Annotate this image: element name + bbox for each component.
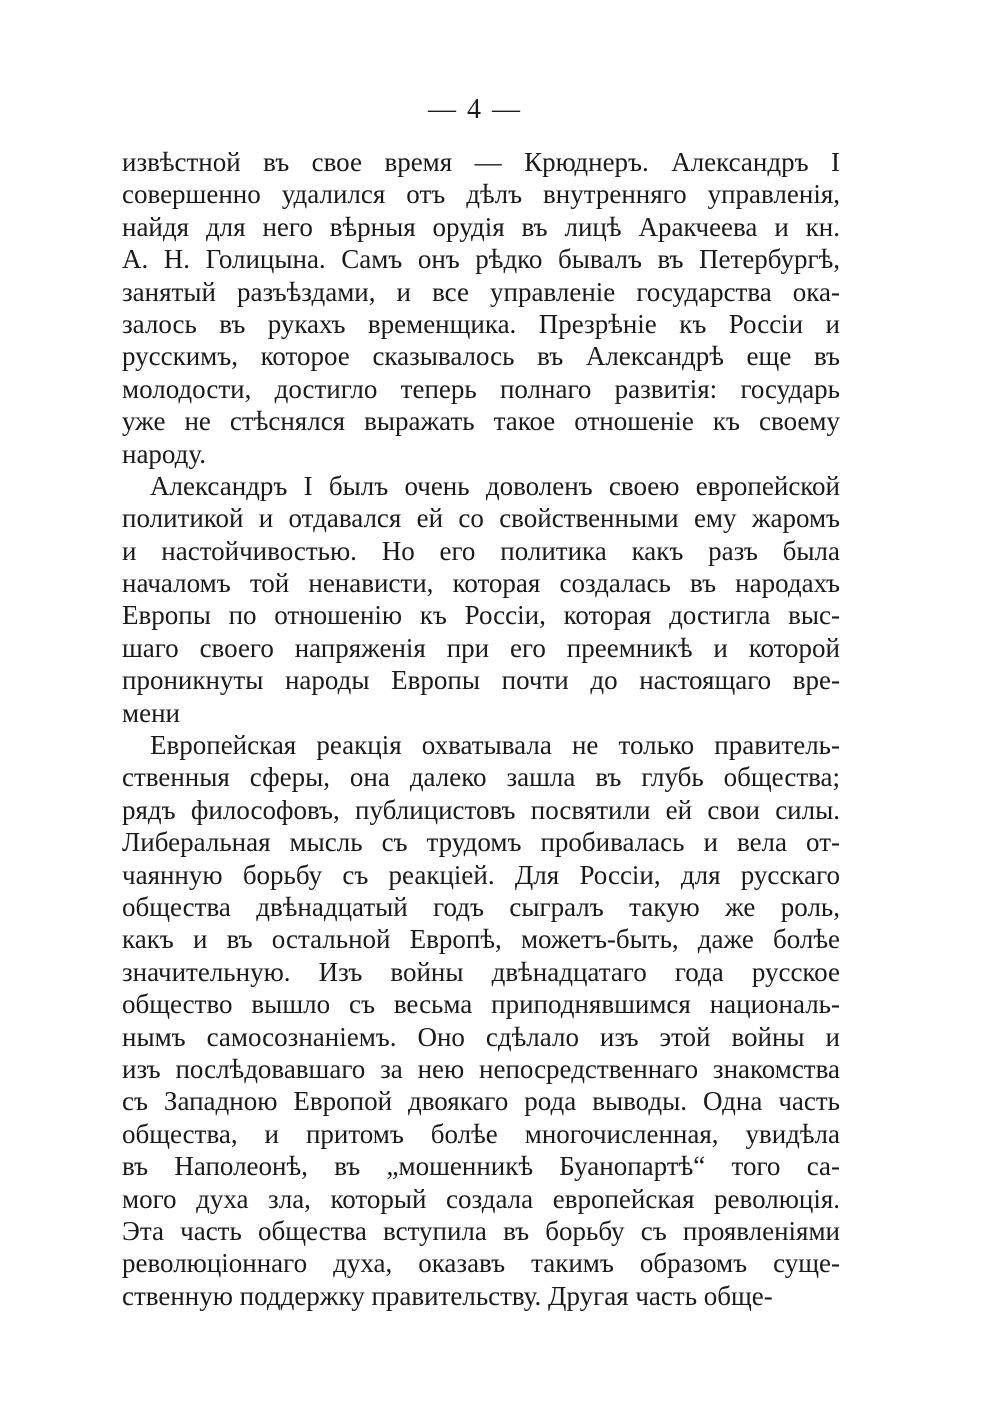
text-line: чаянную борьбу съ реакціей. Для Россіи, для русскаго (122, 859, 840, 890)
text-line: занятый разъѣздами, и все управленіе государства ока- (122, 276, 840, 307)
text-line: политикой и отдавался ей со свойственными ему жаромъ (122, 503, 840, 534)
text-line: русскимъ, которое сказывалось въ Александрѣ еще въ (122, 341, 840, 372)
text-line: Либеральная мысль съ трудомъ пробивалась и вела от- (122, 827, 840, 858)
page-number: — 4 — (428, 94, 522, 125)
text-line: Эта часть общества вступила въ борьбу съ проявленіями (122, 1215, 840, 1246)
text-line: народу. (122, 438, 206, 469)
text-line: проникнуты народы Европы почти до настоящаго вре- (122, 665, 840, 696)
text-line: ственныя сферы, она далеко зашла въ глубь общества; (122, 762, 840, 793)
paragraph (122, 146, 840, 470)
text-line: молодости, достигло теперь полнаго развитія: государь (122, 373, 840, 404)
text-line: общество вышло съ весьма приподнявшимся националь- (122, 989, 840, 1020)
text-line: ственную поддержку правительству. Другая часть обще- (122, 1280, 773, 1311)
text-line: Европейская реакція охватывала не только правитель- (150, 730, 840, 761)
paragraph (122, 470, 840, 729)
text-line: совершенно удалился отъ дѣлъ внутренняго управленія, (122, 179, 840, 210)
text-line: извѣстной въ свое время — Крюднеръ. Александръ I (122, 147, 840, 177)
text-line: общества двѣнадцатый годъ сыгралъ такую же роль, (122, 891, 840, 922)
text-line: мого духа зла, который создала европейская революція. (122, 1183, 840, 1214)
text-line: нымъ самосознаніемъ. Оно сдѣлало изъ этой войны и (122, 1021, 840, 1052)
text-line: изъ послѣдовавшаго за нею непосредственнаго знакомства (122, 1053, 840, 1084)
text-body (122, 146, 840, 1312)
text-line: съ Западною Европой двоякаго рода выводы. Одна часть (122, 1086, 840, 1117)
text-line: найдя для него вѣрныя орудія въ лицѣ Аракчеева и кн. (122, 211, 840, 242)
text-line: началомъ той ненависти, которая создалась въ народахъ (122, 568, 840, 599)
text-line: какъ и въ остальной Европѣ, можетъ-быть, даже болѣе (122, 924, 840, 955)
text-line: и настойчивостью. Но его политика какъ разъ была (122, 535, 840, 566)
text-line: Европы по отношенію къ Россіи, которая достигла выс- (122, 600, 840, 631)
text-line: А. Н. Голицына. Самъ онъ рѣдко бывалъ въ Петербургѣ, (122, 244, 840, 275)
text-line: значительную. Изъ войны двѣнадцатаго года русское (122, 956, 840, 987)
text-line: шаго своего напряженія при его преемникѣ и которой (122, 632, 840, 663)
text-line: въ Наполеонѣ, въ „мошенникѣ Буанопартѣ“ того са- (122, 1151, 840, 1182)
paragraph (122, 729, 840, 1312)
text-line: уже не стѣснялся выражать такое отношеніе къ своему (122, 406, 840, 437)
text-line: рядъ философовъ, публицистовъ посвятили ей свои силы. (122, 794, 840, 825)
text-line: залось въ рукахъ временщика. Презрѣніе къ Россіи и (122, 308, 840, 339)
text-line: общества, и притомъ болѣе многочисленная, увидѣла (122, 1118, 840, 1149)
text-line: Александръ I былъ очень доволенъ своею европейской (150, 470, 840, 501)
text-line: мени (122, 697, 180, 728)
text-line: революціоннаго духа, оказавъ такимъ образомъ суще- (122, 1248, 840, 1279)
